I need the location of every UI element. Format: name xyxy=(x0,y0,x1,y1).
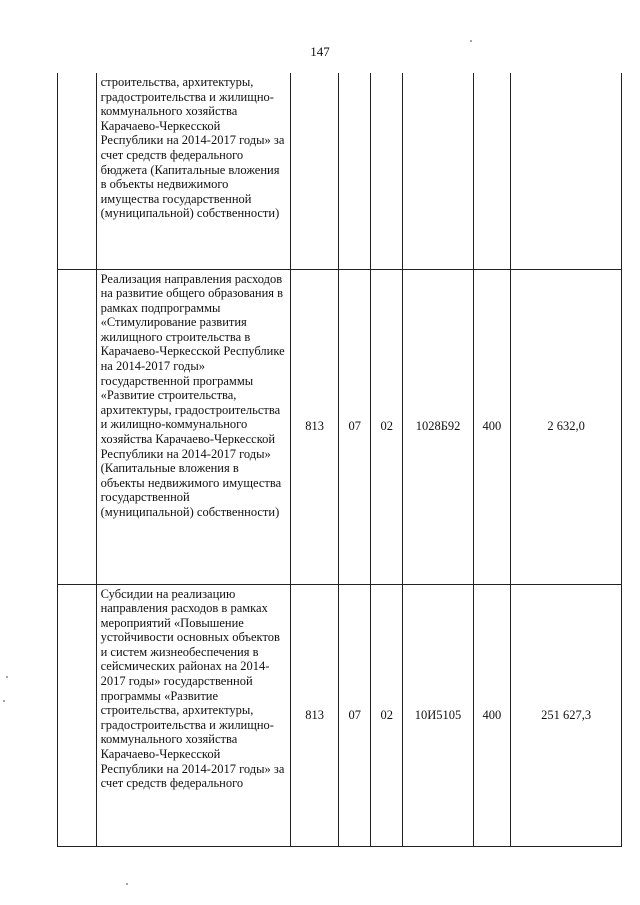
grbs-cell xyxy=(290,73,339,269)
section-cell xyxy=(339,73,371,269)
target-article-cell xyxy=(403,73,473,269)
row-number-cell xyxy=(58,73,97,269)
amount-cell xyxy=(511,73,622,269)
table-row xyxy=(58,584,622,846)
description-cell: Субсидии на реализацию направления расходов в рамках мероприятий «Повышение устойчивости основных объектов и систем жизнеобеспечения в сейсмических районах на 2014-2017 годы» государственной программы «Развитие строительства, архитектуры, градостроительства и жилищно-коммунального хозяйства Карачаево-Черкесской Республики на 2014-2017 годы» за счет средств федерального xyxy=(96,584,290,846)
grbs-cell: 813 xyxy=(290,269,339,584)
grbs-cell: 813 xyxy=(290,584,339,846)
scan-speck xyxy=(3,700,5,702)
target-article-cell: 1028Б92 xyxy=(403,269,473,584)
description-cell: Реализация направления расходов на развитие общего образования в рамках подпрограммы «Стимулирование развития жилищного строительства в Карачаево-Черкесской Республике на 2014-2017 годы» государственной программы «Развитие строительства, архитектуры, градостроительства и жилищно-коммунального хозяйства Карачаево-Черкесской Республики на 2014-2017 годы» (Капитальные вложения в объекты недвижимого имущества государственной (муниципальной) собственности) xyxy=(96,269,290,584)
amount-cell: 251 627,3 xyxy=(511,584,622,846)
scan-speck xyxy=(126,883,128,885)
amount-cell: 2 632,0 xyxy=(511,269,622,584)
description-cell: строительства, архитектуры, градостроительства и жилищно-коммунального хозяйства Карачаево-Черкесской Республики на 2014-2017 годы» за счет средств федерального бюджета (Капитальные вложения в объекты недвижимого имущества государственной (муниципальной) собственности) xyxy=(96,73,290,269)
section-cell: 07 xyxy=(339,269,371,584)
page-number: 147 xyxy=(310,44,330,59)
expense-type-cell xyxy=(473,73,511,269)
scan-speck xyxy=(470,40,472,42)
budget-table xyxy=(57,73,622,847)
table-row xyxy=(58,269,622,584)
subsection-cell xyxy=(370,73,403,269)
row-number-cell xyxy=(58,584,97,846)
row-number-cell xyxy=(58,269,97,584)
table-row xyxy=(58,73,622,269)
section-cell: 07 xyxy=(339,584,371,846)
subsection-cell: 02 xyxy=(370,269,403,584)
expense-type-cell: 400 xyxy=(473,269,511,584)
target-article-cell: 10И5105 xyxy=(403,584,473,846)
expense-type-cell: 400 xyxy=(473,584,511,846)
scan-speck xyxy=(6,676,8,678)
subsection-cell: 02 xyxy=(370,584,403,846)
